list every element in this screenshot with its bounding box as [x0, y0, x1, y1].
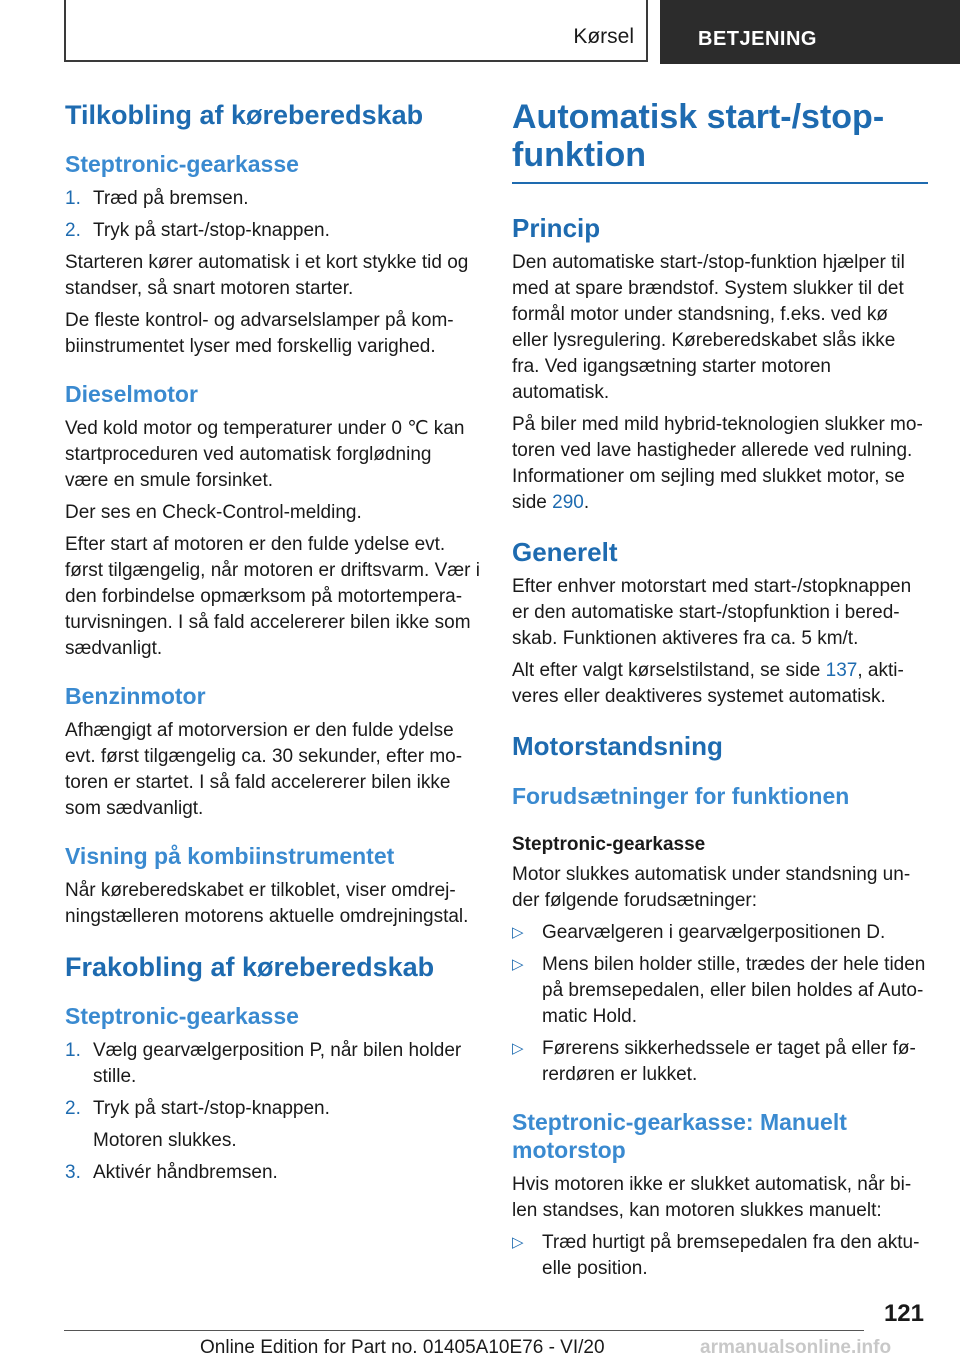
paragraph: Når køreberedskabet er tilkoblet, viser omdrejningstælleren motorens aktuelle omdrejningstal.: [65, 880, 469, 927]
heading-generelt: Generelt: [512, 537, 618, 567]
bullets-forudsaetninger: [512, 920, 928, 1088]
list-item: 3. Aktivér håndbremsen.: [65, 1162, 278, 1183]
heading-benzin: Benzinmotor: [65, 683, 206, 709]
heading-steptronic-sub: Steptronic-gearkasse: [512, 834, 706, 855]
chapter-tab: [660, 0, 960, 64]
paragraph: Ved kold motor og temperaturer under 0 ℃ kan startproceduren ved automatisk forglødning være en smule forsinket.: [65, 418, 465, 491]
list-item: 2. Tryk på start-/stop-knappen.: [65, 220, 330, 241]
heading-steptronic-2: Steptronic-gearkasse: [65, 1003, 299, 1029]
list-item: 2. Tryk på start-/stop-knappen. Motoren slukkes.: [65, 1098, 330, 1151]
footer-divider: [64, 1330, 864, 1331]
list-item: ▷ Gearvælgeren i gearvælgerpositionen D.: [512, 920, 928, 946]
heading-steptronic-1: Steptronic-gearkasse: [65, 151, 299, 177]
heading-manuelt-motorstop: Steptronic-gearkasse: Manuelt motorstop: [512, 1109, 847, 1163]
paragraph: De fleste kontrol- og advarselslamper på kombiinstrumentet lyser med forskellig varighed.: [65, 310, 454, 357]
chapter-title: BETJENING: [698, 28, 817, 50]
paragraph: Afhængigt af motorversion er den fulde ydelse evt. først tilgængelig ca. 30 sekunder, efter motoren er startet. I så fald accelererer bilen ikke som sædvanligt.: [65, 720, 463, 819]
list-item: ▷ Mens bilen holder stille, trædes der hele tiden på bremsepedalen, eller bilen holdes af Automatic Hold.: [512, 954, 926, 1027]
heading-diesel: Dieselmotor: [65, 381, 198, 407]
list-item: ▷ Førerens sikkerhedssele er taget på eller førerdøren er lukket.: [512, 1038, 916, 1085]
triangle-bullet-icon: ▷: [512, 956, 524, 973]
paragraph: På biler med mild hybrid-teknologien slukker motoren ved lave hastigheder allerede ved rulning. Informationer om sejling med slukket motor, se side 290.: [512, 414, 923, 513]
page-link-137[interactable]: 137: [825, 660, 858, 681]
heading-visning: Visning på kombiinstrumentet: [65, 843, 395, 869]
heading-motorstandsning: Motorstandsning: [512, 731, 723, 761]
section-tab: [64, 0, 648, 62]
steps-frakobling: [65, 1038, 480, 1186]
bullets-manuelt: [512, 1230, 928, 1282]
list-item: 1. Vælg gearvælgerposition P, når bilen holder stille.: [65, 1040, 462, 1087]
paragraph: Alt efter valgt kørselstilstand, se side 137, aktiveres eller deaktiveres systemet automatisk.: [512, 660, 904, 707]
steps-tilkobling: [65, 186, 480, 244]
edition-text: Online Edition for Part no. 01405A10E76 - VI/20: [200, 1337, 605, 1358]
list-item: 1. Træd på bremsen.: [65, 188, 249, 209]
paragraph: Den automatiske start-/stop-funktion hjælper til med at spare brændstof. System slukker til det formål motor under standsning, f.eks. ved kø eller lysregulering. Køreberedskabet slås ikke fra. Ved igangsætning starter motoren automatisk.: [512, 252, 905, 403]
heading-frakobling: Frakobling af køreberedskab: [65, 952, 435, 982]
page-header: [0, 0, 960, 66]
heading-auto-start-stop: Automatisk start-/stop-funktion: [512, 98, 928, 184]
watermark: armanualsonline.info: [700, 1337, 892, 1358]
triangle-bullet-icon: ▷: [512, 1234, 524, 1251]
paragraph: Motor slukkes automatisk under standsning under følgende forudsætninger:: [512, 864, 911, 911]
section-title: Kørsel: [573, 25, 634, 48]
paragraph: Der ses en Check-Control-melding.: [65, 502, 362, 523]
page-number: 121: [883, 1300, 924, 1327]
list-item: ▷ Træd hurtigt på bremsepedalen fra den aktuelle position.: [512, 1232, 920, 1279]
left-column: [65, 98, 480, 1192]
triangle-bullet-icon: ▷: [512, 924, 524, 941]
heading-tilkobling: Tilkobling af køreberedskab: [65, 100, 424, 130]
paragraph: Efter enhver motorstart med start-/stopknappen er den automatiske start-/stopfunktion i beredskab. Funktionen aktiveres fra ca. 5 km/t.: [512, 576, 912, 649]
page-link-290[interactable]: 290: [552, 492, 584, 513]
paragraph: Starteren kører automatisk i et kort stykke tid og standser, så snart motoren starter.: [65, 252, 469, 299]
triangle-bullet-icon: ▷: [512, 1040, 524, 1057]
heading-forudsaetninger: Forudsætninger for funktionen: [512, 783, 850, 809]
right-column: [512, 98, 928, 1288]
heading-princip: Princip: [512, 213, 601, 243]
paragraph: Efter start af motoren er den fulde ydelse evt. først tilgængelig, når motoren er driftsvarm. Vær i den forbindelse opmærksom på motortemperaturvisningen. I så fald accelererer bilen ikke som sædvanligt.: [65, 534, 480, 659]
paragraph: Hvis motoren ikke er slukket automatisk, når bilen standses, kan motoren slukkes manuelt:: [512, 1174, 912, 1221]
